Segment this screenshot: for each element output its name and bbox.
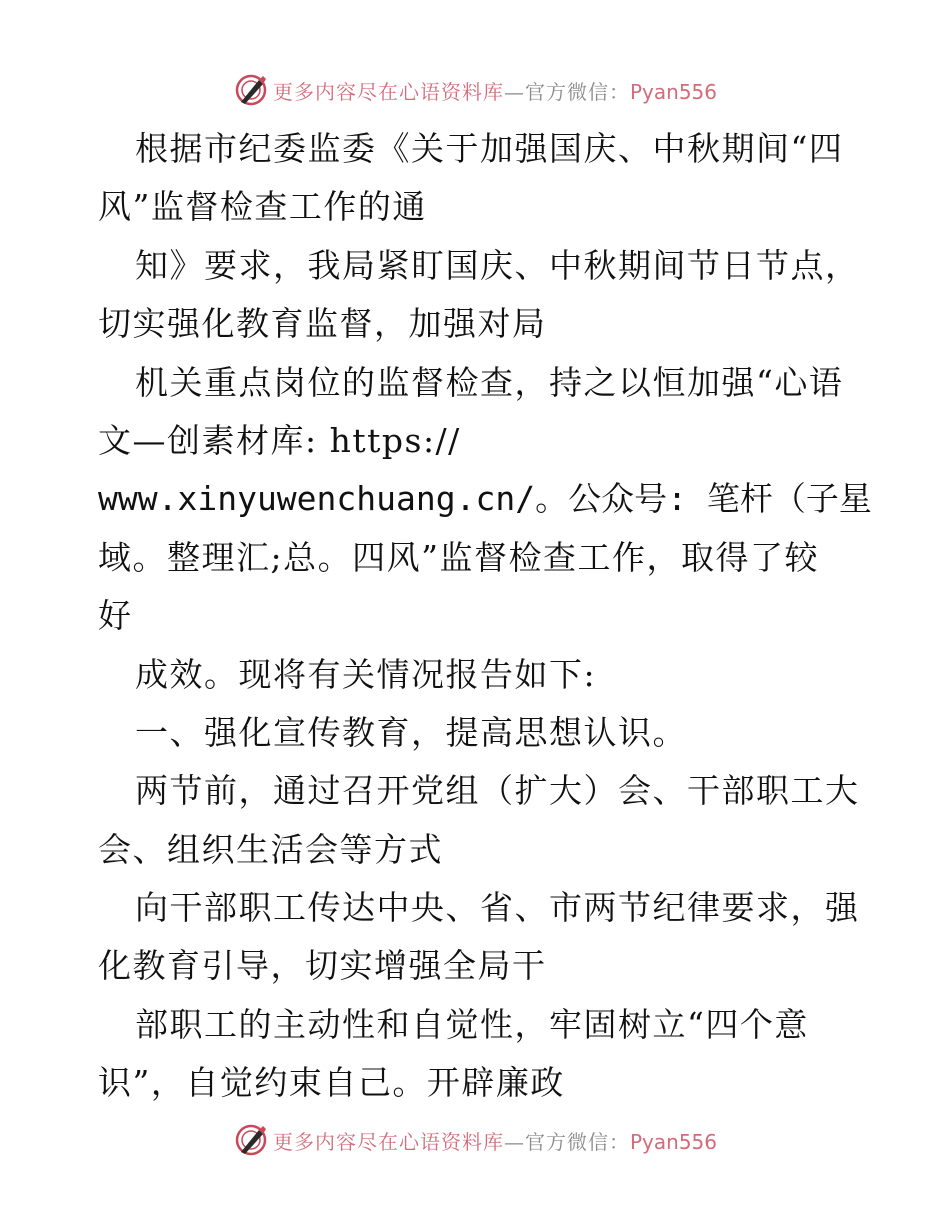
text-line-10: 成效。现将有关情况报告如下: [135,654,597,694]
footer-banner-title: 更多内容尽在心语资料库 [272,1129,504,1154]
header-banner-title: 更多内容尽在心语资料库 [272,79,504,104]
text-line-7: www.xinyuwenchuang.cn/。公众号: 笔杆（子星 [98,479,872,519]
text-line-13: 会、组织生活会等方式 [98,829,443,869]
text-line-15: 化教育引导，切实增强全局干 [98,946,547,986]
header-banner [0,70,950,110]
footer-banner-text [273,1126,717,1155]
header-banner-text [273,76,717,105]
section-heading: 一、强化宣传教育，提高思想认识。 [135,712,687,752]
text-line-5: 机关重点岗位的监督检查，持之以恒加强“心语 [135,362,844,402]
text-line-9: 好 [98,596,133,636]
header-banner-content [233,72,717,108]
text-line-8: 域。整理汇;总。四风”监督检查工作，取得了较 [98,537,819,577]
text-line-14: 向干部职工传达中央、省、市两节纪律要求，强 [135,888,860,928]
header-wechat-id: Pyan556 [629,79,717,104]
text-line-17: 识”，自觉约束自己。开辟廉政 [98,1063,565,1103]
document-body [98,120,878,1113]
footer-banner-dash: — [503,1129,525,1154]
text-line-16: 部职工的主动性和自觉性，牢固树立“四个意 [135,1004,809,1044]
footer-wechat-id: Pyan556 [629,1129,717,1154]
text-line-1: 根据市纪委监委《关于加强国庆、中秋期间“四 [135,129,844,168]
text-line-6: 文—创素材库: https:// [98,420,461,460]
pen-logo-icon [233,72,269,108]
footer-wechat-label: 官方微信： [524,1129,630,1154]
header-wechat-label: 官方微信： [524,79,630,104]
text-line-3: 知》要求，我局紧盯国庆、中秋期间节日节点， [135,245,860,285]
footer-banner [0,1120,950,1160]
text-line-4: 切实强化教育监督，加强对局 [98,304,547,344]
pen-logo-icon [233,1122,269,1158]
header-banner-dash: — [503,79,525,104]
text-line-2: 风”监督检查工作的通 [98,187,427,227]
text-line-12: 两节前，通过召开党组（扩大）会、干部职工大 [135,771,860,811]
footer-banner-content [233,1122,717,1158]
